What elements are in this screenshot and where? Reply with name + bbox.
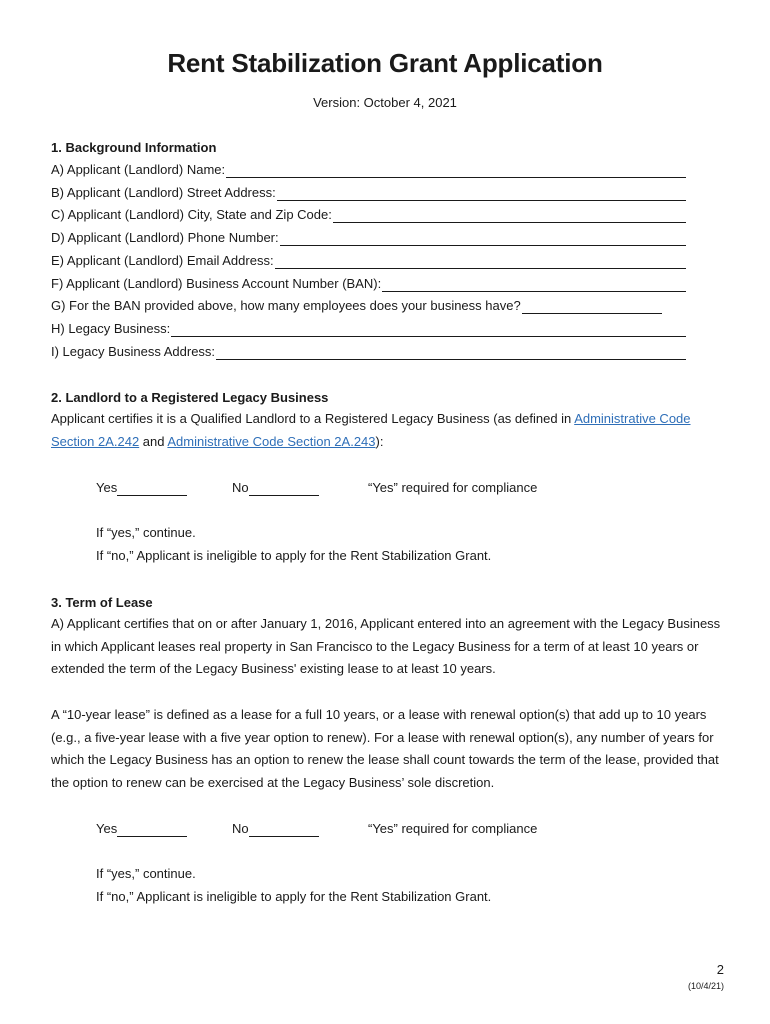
applicant-name-blank[interactable] [226, 164, 686, 178]
email-address-blank[interactable] [275, 255, 686, 269]
field-label: H) Legacy Business: [51, 321, 171, 336]
field-label: C) Applicant (Landlord) City, State and Zip Code: [51, 207, 332, 222]
section-2-certification-text: Applicant certifies it is a Qualified Landlord to a Registered Legacy Business (as defined in Administrative Code Section 2A.242 and Administrative Code Section 2A.243): [51, 411, 691, 449]
revision-date: (10/4/21) [687, 981, 724, 991]
field-label: D) Applicant (Landlord) Phone Number: [51, 230, 279, 245]
field-label: I) Legacy Business Address: [51, 344, 216, 359]
section-3-paragraph-1: A) Applicant certifies that on or after January 1, 2016, Applicant entered into an agreement with the Legacy Business in which Applicant leases real property in San Francisco to the Legacy Business for a term of at least 10 years or extended the term of the Legacy Business' existing lease to at least 10 years. [51, 616, 721, 677]
yes-label: Yes [96, 821, 118, 836]
section-3-paragraph-2: A “10-year lease” is defined as a lease for a full 10 years, or a lease with renewal option(s) that add up to 10 years (e.g., a five-year lease with a five year option to renew). For a lease with renewal option(s), any number of years for which the Legacy Business has an option to renew the lease shall count towards the term of the lease, provided that the option to renew can be exercised at the Legacy Business’ sole discretion. [51, 707, 719, 791]
section-3-compliance-note: “Yes” required for compliance [368, 821, 538, 836]
field-street-address[interactable] [51, 185, 686, 201]
ban-blank[interactable] [382, 278, 686, 292]
no-label: No [232, 480, 249, 495]
page-number: 2 [716, 962, 724, 977]
field-email-address[interactable] [51, 253, 686, 269]
section-3-heading: 3. Term of Lease [51, 595, 153, 610]
field-employee-count[interactable] [51, 298, 686, 314]
field-phone-number[interactable] [51, 230, 686, 246]
section-2-heading: 2. Landlord to a Registered Legacy Business [51, 390, 329, 405]
field-label: E) Applicant (Landlord) Email Address: [51, 253, 274, 268]
section-3-if-no: If “no,” Applicant is ineligible to apply for the Rent Stabilization Grant. [96, 889, 492, 904]
page-title: Rent Stabilization Grant Application [167, 48, 603, 78]
legacy-business-blank[interactable] [171, 323, 686, 337]
field-label: G) For the BAN provided above, how many employees does your business have? [51, 298, 521, 313]
no-blank[interactable] [249, 482, 319, 496]
section-3-no-option[interactable] [232, 821, 319, 837]
version-line: Version: October 4, 2021 [313, 95, 457, 110]
section-3-if-yes: If “yes,” continue. [96, 866, 196, 881]
city-state-zip-blank[interactable] [333, 209, 686, 223]
field-label: B) Applicant (Landlord) Street Address: [51, 185, 276, 200]
yes-label: Yes [96, 480, 118, 495]
section-2-if-yes: If “yes,” continue. [96, 525, 196, 540]
street-address-blank[interactable] [277, 187, 686, 201]
section-1-heading: 1. Background Information [51, 140, 217, 155]
section-2-no-option[interactable] [232, 480, 319, 496]
section-2-compliance-note: “Yes” required for compliance [368, 480, 538, 495]
section-2-yes-option[interactable] [96, 480, 187, 496]
no-blank[interactable] [249, 823, 319, 837]
employee-count-blank[interactable] [522, 300, 662, 314]
field-city-state-zip[interactable] [51, 207, 686, 223]
admin-code-2a242-link[interactable]: Administrative Code Section 2A.242 [51, 411, 691, 449]
field-legacy-business-address[interactable] [51, 344, 686, 360]
yes-blank[interactable] [117, 823, 187, 837]
no-label: No [232, 821, 249, 836]
field-ban[interactable] [51, 276, 686, 292]
phone-number-blank[interactable] [280, 232, 686, 246]
legacy-business-address-blank[interactable] [216, 346, 686, 360]
field-applicant-name[interactable] [51, 162, 686, 178]
field-legacy-business[interactable] [51, 321, 686, 337]
section-2-if-no: If “no,” Applicant is ineligible to apply for the Rent Stabilization Grant. [96, 548, 492, 563]
section-3-yes-option[interactable] [96, 821, 187, 837]
field-label: F) Applicant (Landlord) Business Account Number (BAN): [51, 276, 382, 291]
yes-blank[interactable] [117, 482, 187, 496]
admin-code-2a243-link[interactable]: Administrative Code Section 2A.243 [167, 433, 376, 449]
field-label: A) Applicant (Landlord) Name: [51, 162, 226, 177]
